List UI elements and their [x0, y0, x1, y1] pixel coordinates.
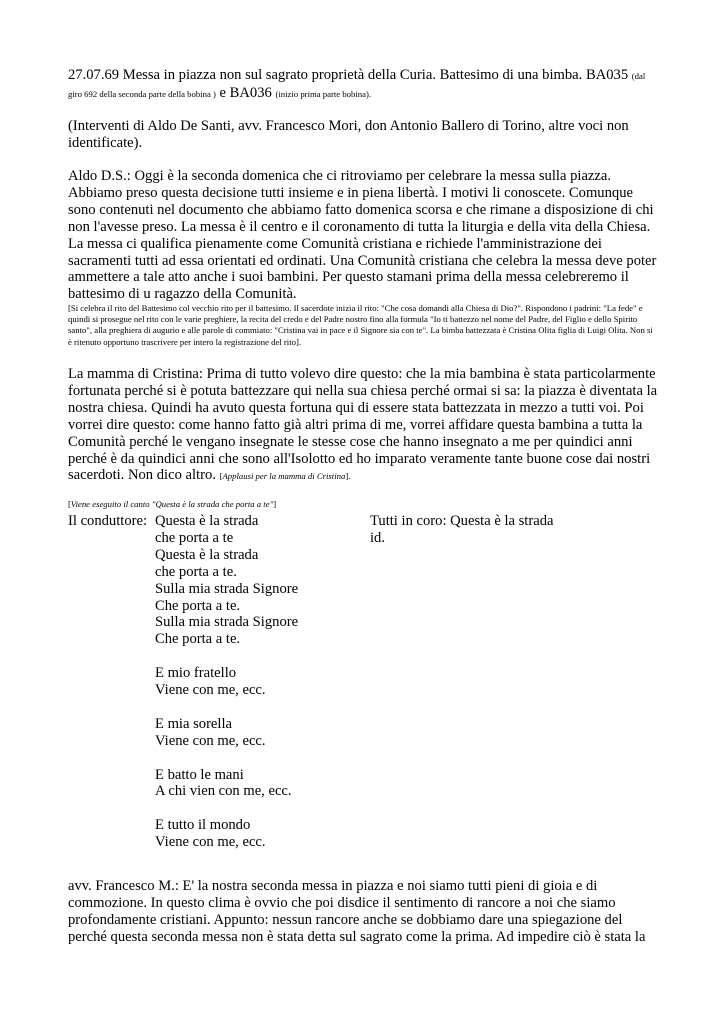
song-line: Che porta a te. [155, 597, 241, 614]
canto-note: [Viene eseguito il canto "Questa è la strada che porta a te"] [68, 499, 277, 509]
francesco-paragraph: avv. Francesco M.: E' la nostra seconda messa in piazza e noi siamo tutti pieni di gioia e di commozione. In questo clima è ovvio che poi disdice il sentimento di rancore a noi che siamo profondamente cristiani. Appunto: nessun rancore anche se dobbiamo dare una spiegazione del perché questa seconda messa non è stata detta sul sagrato come la prima. Ad impedire ciò è stata la [68, 878, 646, 945]
mamma-text: La mamma di Cristina: Prima di tutto volevo dire questo: che la mia bambina è stata particolarmente fortunata perché si è potuta battezzare qui nella sua chiesa perché ormai si sa: la piazza è diventata la nostra chiesa. Quindi ha avuto questa fortuna qui di essere stata battezzata in mezzo a tutti voi. Poi vorrei dire questo: come hanno fatto già altri prima di me, vorrei affidare questa bambina a tutta la Comunità perché le vengano insegnate le stesse cose che hanno insegnato a me per quindici anni perché è da quindici anni che sono all'Isolotto ed ho imparato veramente tante buone cose dai nostri sacerdoti. Non dico altro. [68, 366, 658, 484]
title-main: 27.07.69 Messa in piazza non sul sagrato proprietà della Curia. Battesimo di una bimba. BA035 [68, 67, 629, 83]
applausi-note: [Applausi per la mamma di Cristina]. [219, 471, 351, 482]
song-line: A chi vien con me, ecc. [155, 783, 292, 800]
title-note-2: (inizio prima parte bobina). [275, 88, 372, 99]
aldo-paragraph: Aldo D.S.: Oggi è la seconda domenica che ci ritroviamo per celebrare la messa sulla piazza. Abbiamo preso questa decisione tutti insieme e in piena libertà. I motivi li conoscete. Comunque sono contenuti nel documento che abbiamo fatto domenica scorsa e che rimane a disposizione di chi non l'avesse preso. La messa è il centro e il coronamento di tutta la liturgia e della vita della Chiesa. La messa ci qualifica pienamente come Comunità cristiana e richiede l'amministrazione dei sacramenti tutti ad essa orientati ed ordinati. Una Comunità cristiana che celebra la messa deve poter ammettere a tale atto anche i suoi bambini. Per questo stamani prima della messa celebreremo il battesimo di u ragazzo della Comunità. [68, 168, 657, 303]
song-line: Che porta a te. [155, 631, 241, 648]
song-line: che porta a te [155, 529, 234, 546]
choir-line: Tutti in coro: Questa è la strada [370, 513, 554, 529]
document-title [68, 67, 658, 103]
song-line: Questa è la strada [155, 513, 259, 529]
song-conductor-label: Il conduttore: [68, 513, 148, 529]
song-line: Viene con me, ecc. [155, 834, 266, 851]
song-line: E mia sorella [155, 715, 232, 732]
song-line: che porta a te. [155, 563, 237, 580]
song-line: E mio fratello [155, 665, 237, 682]
rite-note: [Si celebra il rito del Battesimo col vecchio rito per il battesimo. Il sacerdote inizia il rito: "Che cosa domandi alla Chiesa di Dio?". Rispondono i padrini: "La fede" e quindi si prosegue nel rito con le varie preghiere, la recita del credo e del Padre nostro fino alla formula "Io ti battezzo nel nome del Padre, del Figlio e dello Spirito santo", alla preghiera di augurio e alle parole di commiato: "Cristina vai in pace e il Signore sia con te". La bimba battezzata è Cristina Olita figlia di Luigi Olita. Non si è ritenuto opportuno trascrivere per intero la registrazione del rito]. [68, 303, 653, 347]
song-line: Viene con me, ecc. [155, 732, 266, 749]
song-line: E batto le mani [155, 766, 244, 783]
song-line: Questa è la strada [155, 546, 259, 563]
song-line: Sulla mia strada Signore [155, 580, 299, 597]
song-line: Viene con me, ecc. [155, 682, 266, 699]
interventi-paragraph: (Interventi di Aldo De Santi, avv. Francesco Mori, don Antonio Ballero di Torino, altre voci non identificate). [68, 118, 629, 151]
choir-line: id. [370, 529, 385, 546]
mamma-paragraph [68, 366, 658, 485]
title-note-1: (dal giro 692 della seconda parte della bobina ) [68, 71, 646, 99]
title-main-2: e BA036 [219, 84, 272, 101]
song-line: Sulla mia strada Signore [155, 614, 299, 631]
song-choir-lines [370, 513, 590, 547]
song-line: E tutto il mondo [155, 817, 251, 834]
song-conductor-lines [155, 513, 355, 851]
